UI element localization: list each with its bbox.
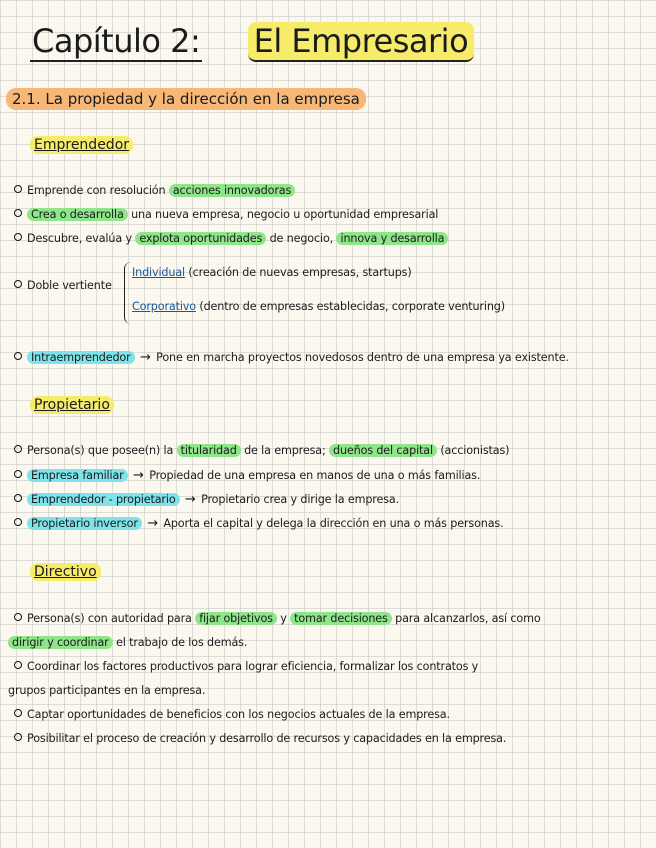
bullet-icon [14, 733, 22, 741]
bullet-icon [14, 494, 22, 502]
list-item-continuation: grupos participantes en la empresa. [8, 684, 206, 697]
arrow-icon: → [139, 350, 151, 365]
bullet-icon [14, 709, 22, 717]
list-item-doble-vertiente: Doble vertiente [14, 279, 112, 292]
subheading-propietario: Propietario [30, 396, 114, 414]
page-title [30, 22, 474, 60]
bullet-icon [14, 185, 22, 193]
title-chapter: Capítulo 2: [32, 22, 201, 60]
list-item: Posibilitar el proceso de creación y desarrollo de recursos y capacidades en la empresa. [14, 732, 506, 745]
arrow-icon: → [184, 492, 196, 507]
bullet-icon [14, 445, 22, 453]
list-item: Crea o desarrolla una nueva empresa, negocio u oportunidad empresarial [14, 208, 438, 221]
bullet-icon [14, 518, 22, 526]
list-item: Descubre, evalúa y explota oportunidades de negocio, innova y desarrolla [14, 232, 448, 245]
bullet-icon [14, 233, 22, 241]
vertiente-individual: Individual (creación de nuevas empresas, startups) [132, 266, 412, 279]
list-item: Captar oportunidades de beneficios con los negocios actuales de la empresa. [14, 708, 450, 721]
bullet-icon [14, 352, 22, 360]
list-item: Persona(s) que posee(n) la titularidad de la empresa; dueños del capital (accionistas) [14, 444, 509, 457]
bullet-icon [14, 470, 22, 478]
vertiente-corporativo: Corporativo (dentro de empresas establecidas, corporate venturing) [132, 300, 505, 313]
list-item: Emprendedor - propietario → Propietario crea y dirige la empresa. [14, 492, 399, 507]
bullet-icon [14, 209, 22, 217]
list-item: Propietario inversor → Aporta el capital y delega la dirección en una o más personas. [14, 516, 504, 531]
bullet-icon [14, 280, 22, 288]
list-item-continuation: dirigir y coordinar el trabajo de los demás. [8, 636, 247, 649]
title-topic: El Empresario [248, 22, 475, 62]
list-item: Persona(s) con autoridad para fijar objetivos y tomar decisiones para alcanzarlos, así como [14, 612, 541, 625]
subheading-emprendedor: Emprendedor [30, 136, 133, 154]
arrow-icon: → [147, 516, 158, 531]
arrow-icon: → [133, 468, 144, 483]
list-item-intraemprendedor: Intraemprendedor → Pone en marcha proyectos novedosos dentro de una empresa ya existente. [14, 350, 569, 365]
bullet-icon [14, 661, 22, 669]
list-item: Emprende con resolución acciones innovadoras [14, 184, 295, 197]
brace-icon [124, 262, 131, 324]
bullet-icon [14, 613, 22, 621]
subheading-directivo: Directivo [30, 563, 101, 581]
list-item: Coordinar los factores productivos para lograr eficiencia, formalizar los contratos y [14, 660, 478, 673]
section-heading: 2.1. La propiedad y la dirección en la empresa [6, 88, 366, 110]
list-item: Empresa familiar → Propiedad de una empresa en manos de una o más familias. [14, 468, 480, 483]
